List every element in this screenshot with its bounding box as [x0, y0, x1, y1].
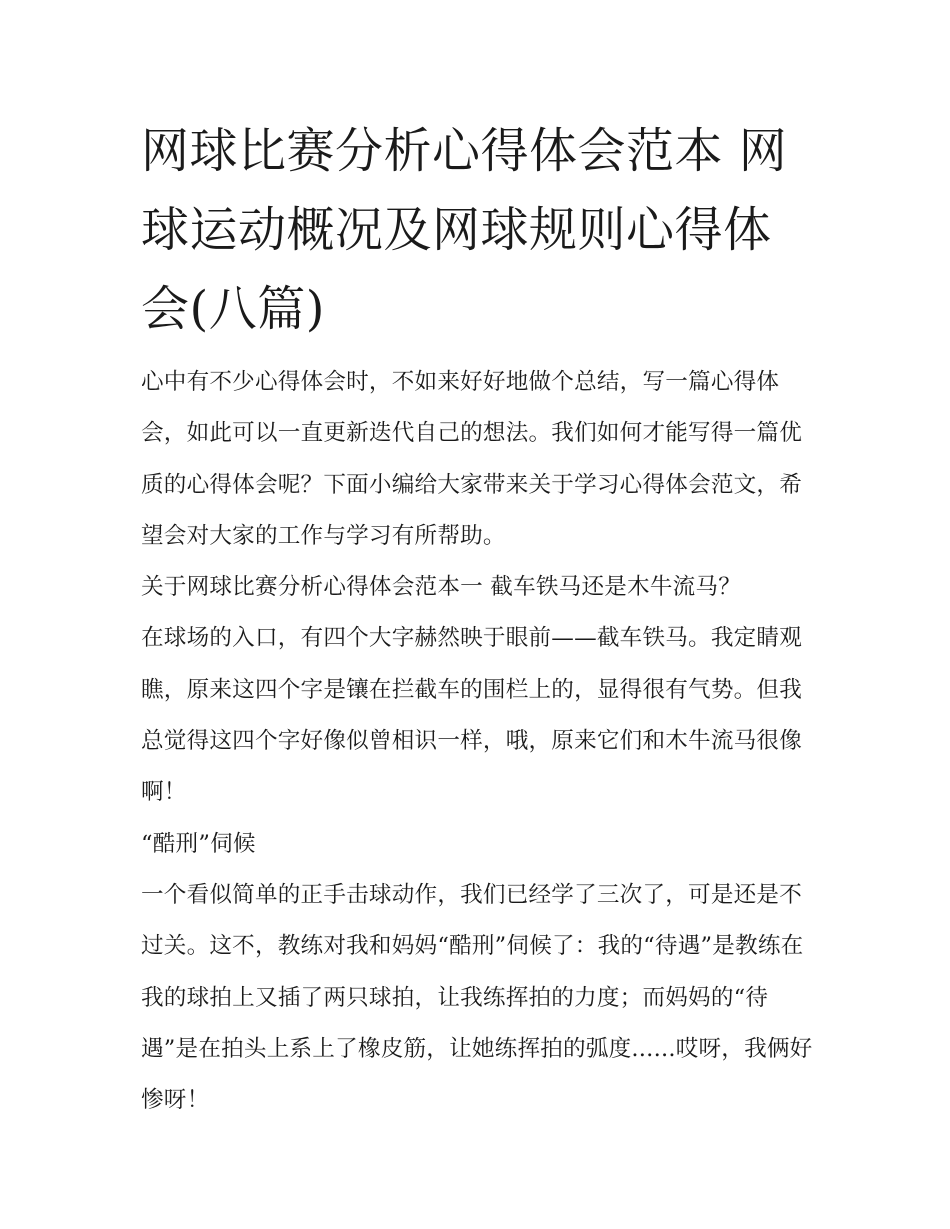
intro-paragraph: 心中有不少心得体会时，不如来好好地做个总结，写一篇心得体会，如此可以一直更新迭代自己的想法。我们如何才能写得一篇优质的心得体会呢？下面小编给大家带来关于学习心得体会范文，希望会对大家的工作与学习有所帮助。 [141, 369, 803, 549]
document-page [141, 112, 813, 1126]
body-paragraph: 一个看似简单的正手击球动作，我们已经学了三次了，可是还是不过关。这不，教练对我和妈妈“酷刑”伺候了：我的“待遇”是教练在我的球拍上又插了两只球拍，让我练挥拍的力度；而妈妈的“待遇”是在拍头上系上了橡皮筋，让她练挥拍的弧度......哎呀，我俩好惨呀！ [141, 881, 813, 1114]
body-paragraph: 在球场的入口，有四个大字赫然映于眼前——截车铁马。我定睛观瞧，原来这四个字是镶在拦截车的围栏上的，显得很有气势。但我总觉得这四个字好像似曾相识一样，哦，原来它们和木牛流马很像啊！ [141, 625, 803, 806]
section-heading: 关于网球比赛分析心得体会范本一 截车铁马还是木牛流马？ [141, 574, 742, 601]
document-title: 网球比赛分析心得体会范本 网球运动概况及网球规则心得体会(八篇) [141, 123, 788, 337]
subheading: “酷刑”伺候 [141, 830, 256, 857]
